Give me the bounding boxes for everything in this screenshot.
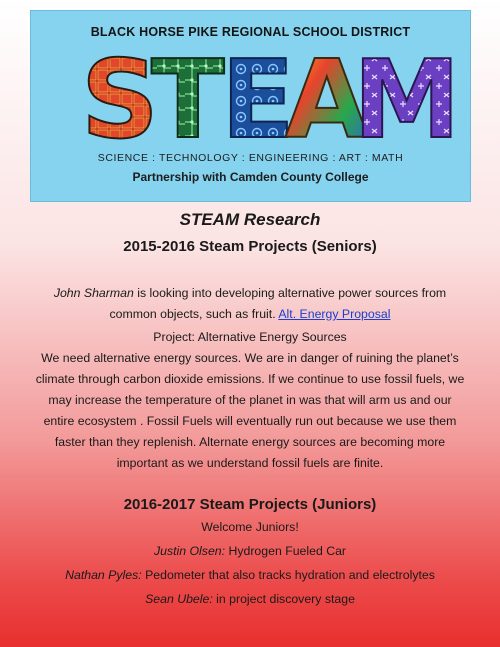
logo-letter-a: A: [285, 38, 369, 163]
logo-letter-e: E: [221, 38, 295, 163]
project-line: Project: Alternative Energy Sources: [153, 330, 347, 344]
steam-banner: [30, 10, 471, 202]
intro-line-1: is looking into developing alternative power sources from: [133, 286, 447, 300]
seniors-heading: 2015-2016 Steam Projects (Seniors): [123, 238, 377, 255]
junior-project: [0, 541, 500, 562]
page-title: STEAM Research: [179, 210, 321, 229]
juniors-welcome: Welcome Juniors!: [201, 520, 299, 534]
juniors-heading: 2016-2017 Steam Projects (Juniors): [123, 496, 377, 513]
junior-project: [0, 565, 500, 586]
student-name: John Sharman: [53, 286, 134, 300]
logo-letter-t: T: [151, 38, 225, 163]
body-line: faster than they replenish. Alternate energy sources are becoming more: [54, 435, 446, 449]
disciplines-line: SCIENCE : TECHNOLOGY : ENGINEERING : ART : MATH: [97, 152, 404, 164]
body-line: entire ecosystem . Fossil Fuels will eventually run out because we use them: [43, 414, 457, 428]
junior-name: Justin Olsen:: [153, 544, 226, 558]
district-name: BLACK HORSE PIKE REGIONAL SCHOOL DISTRICT: [90, 25, 411, 39]
junior-desc: Hydrogen Fueled Car: [225, 544, 347, 558]
body-line: We need alternative energy sources. We are in danger of ruining the planet’s: [41, 351, 459, 365]
body-line: important as we understand fossil fuels are finite.: [116, 456, 384, 470]
junior-project: [0, 589, 500, 610]
seniors-body: [0, 348, 500, 474]
logo-letter-s: S: [81, 38, 159, 163]
alt-energy-proposal-link[interactable]: Alt. Energy Proposal: [278, 307, 391, 321]
junior-name: Nathan Pyles:: [65, 568, 142, 582]
partnership-line: Partnership with Camden County College: [132, 170, 369, 184]
body-line: climate through carbon dioxide emissions. If we continue to use fossil fuels, we: [35, 372, 465, 386]
junior-desc: Pedometer that also tracks hydration and electrolytes: [141, 568, 435, 582]
intro-line-2: common objects, such as fruit.: [109, 307, 279, 321]
junior-name: Sean Ubele:: [145, 592, 213, 606]
body-line: may increase the temperature of the planet in was that will arm us and our: [48, 393, 452, 407]
logo-letter-m: M: [353, 38, 461, 163]
junior-desc: in project discovery stage: [212, 592, 355, 606]
seniors-intro: [0, 283, 500, 325]
page-content: [0, 206, 500, 610]
